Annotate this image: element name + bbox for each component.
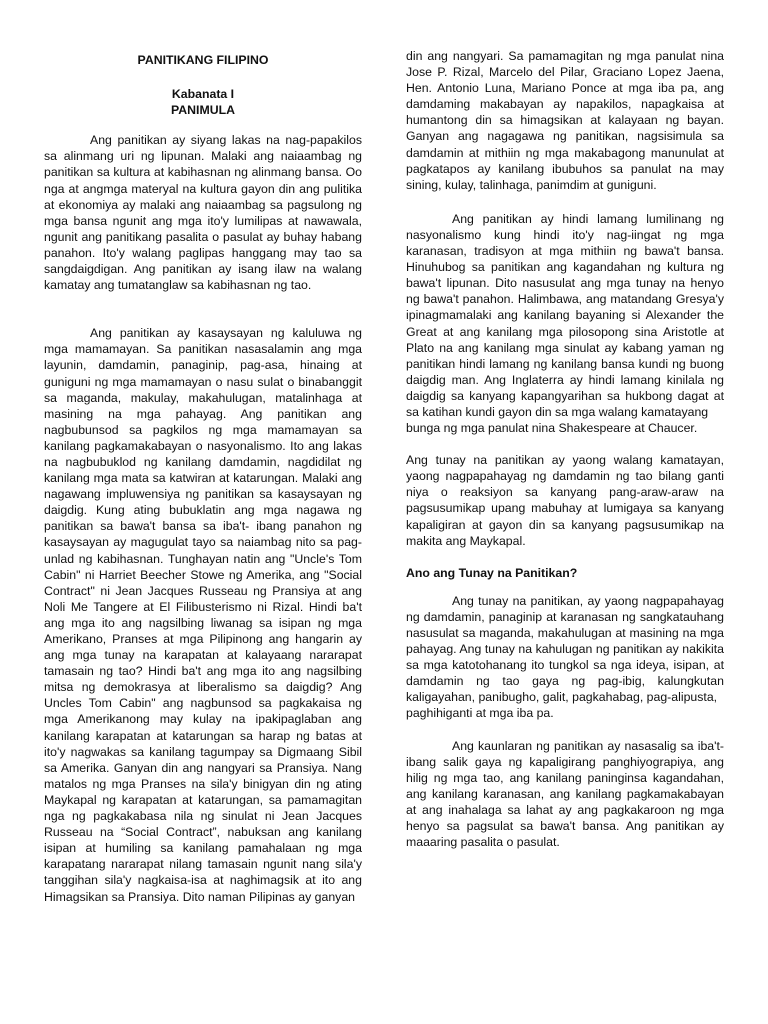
paragraph-kahulugan: Ang tunay na panitikan, ay yaong nagpapahayag ng damdamin, panaginip at karanasan ng sangkatauhang nasusulat sa maganda, makahulugan at masining na mga pahayag. Ang tunay na kahulugan ng panitikan ay nakikita sa mga katotohanang ito tungkol sa nga ideya, isipan, at damdamin ng tao gaya ng pag-ibig, kalungkutan kaligayahan, panibugho, galit, pagkahabag, pag-alipusta, xyxy=(406,593,724,705)
paragraph-kasaysayan: Ang panitikan ay kasaysayan ng kaluluwa ng mga mamamayan. Sa panitikan nasasalamin ang mga layunin, damdamin, panaginip, pag-asa, hinaing at guniguni ng mga mamamayan o nasu sulat o binabanggit sa maganda, makulay, makahulugan, matalinhaga at masining na mga pahayag. Ang panitikan ang nagbubunsod sa pagkilos ng mga mamamayan sa kanilang pagkamakabayan o nasyonalismo. Ito ang lakas na nagbubuklod ng kanilang damdamin, nagdidilat ng kanilang mga mata sa katwiran at katarungan. Malaki ang nagawang impluwensiya ng panitikan sa kasaysayan ng daigdig. Kung ating bubuklatin ang mga nagawa ng panitikan sa bawa't bansa sa iba't- ibang panahon ng kasaysayan ay magugulat tayo sa naiambag nito sa pag-unlad ng kabihasnan. Tunghayan natin ang "Uncle's Tom Cabin" ni Harriet Beecher Stowe ng Amerika, ang "Social Contract" ni Jean Jacques Russeau ng Pransiya at ang Noli Me Tangere at El Filibusterismo ni Rizal. Hindi ba't ang mga ito ang nagsilbing liwanag sa isipan ng mga Amerikano, Pranses at mga Pilipinong ang hangarin ay ang mga tunay na karapatan at kalayaang nararapat tamasain ng tao? Hindi ba't ang mga ito ang nagsilbing mitsa ng demokrasya at liberalismo sa daigdig? Ang Uncles Tom Cabin" ang nagbunsod sa pagkakaisa ng mga Amerikanong may kulay na ipakipaglaban ang kanilang karapatan at katarungan sa harap ng batas at ito'y nagwakas sa kanilang tagumpay sa Digmaang Sibil sa Amerika. Ganyan din ang nangyari sa Pransiya. Nang matalos ng mga Pranses na sila'y binigyan din ng ating Maykapal ng karapatan at katarungan, sa pamamagitan nga ng pagkakabasa nila ng sinulat ni Jean Jacques Russeau na “Social Contract”, nabuksan ang kanilang isipan at humiling sa kanilang pamahalaan ng mga karapatang nararapat nilang tamasain ngunit nang sila'y tanggihan sila'y nagkaisa-isa at naghimagsik at ito ang Himagsikan sa Pransiya. Dito naman Pilipinas ay ganyan xyxy=(44,326,362,904)
document-title: PANITIKANG FILIPINO xyxy=(137,53,269,67)
paragraph-intro: Ang panitikan ay siyang lakas na nag-papakilos sa alinmang uri ng lipunan. Malaki ang naiaambag ng panitikan sa kultura at kabihasnan ng alinmang bansa. Oo nga at angmga materyal na kultura gayon din ang pulitika at ekonomiya ay malaki ang naiaambag sa pagsulong ng mga bansa ngunit ang mga ito'y lumilipas at nawawala, ngunit ang panitikang pasalita o pasulat ay buhay habang panahon. Ito'y walang paglipas hanggang may tao sa sangdaigdigan. Ang panitikan ay isang ilaw na walang kamatay ang tumatanglaw sa kabihasnan ng tao. xyxy=(44,133,362,293)
paragraph-continuation: din ang nangyari. Sa pamamagitan ng mga panulat nina Jose P. Rizal, Marcelo del Pilar, Graciano Lopez Jaena, Hen. Antonio Luna, Mariano Ponce at mga iba pa, ang damdaming makabayan ay napakilos, napagkaisa at humantong din sa himagsikan at kalayaan ng bayan. Ganyan ang nagagawa ng panitikan, nagsisimula sa damdamin at mithiin ng mga makabagong manunulat at pagkatapos ay kanilang ibubuhos sa panulat na may sining, kulay, talinhaga, panimdim at guniguni. xyxy=(406,49,724,192)
paragraph-nasyonalismo: Ang panitikan ay hindi lamang lumilinang ng nasyonalismo kung hindi ito'y nag-iingat ng mga karanasan, tradisyon at mga mithiin ng bawa't bansa. Hinuhubog sa panitikan ang kagandahan ng kultura ng bawa't lipunan. Dito nasusulat ang mga tunay na henyo ng bawa't panahon. Halimbawa, ang matandang Gresya'y ipinagmamalaki ang kanilang bayaning si Alexander the Great at ang kanilang mga pilosopong sina Aristotle at Plato na ang kanilang mga sinulat ay kabang yaman ng panitikan hindi lamang ng kanilang bansa kundi ng buong daigdig man. Ang Inglaterra ay hindi lamang kinilala ng daigdig sa kanyang kapangyarihan sa hukbong dagat at sa katihan kundi gayon din sa mga walang kamatayang xyxy=(406,211,724,419)
paragraph-gap xyxy=(44,309,362,325)
paragraph-nasyonalismo-last-line: bunga ng mga panulat nina Shakespeare at Chaucer. xyxy=(406,421,698,436)
chapter-title: PANIMULA xyxy=(171,103,235,118)
section-heading: Ano ang Tunay na Panitikan? xyxy=(406,565,578,580)
left-column xyxy=(44,52,362,905)
right-column xyxy=(406,48,724,866)
paragraph-tunay-na-panitikan: Ang tunay na panitikan ay yaong walang kamatayan, yaong nagpapahayag ng damdamin ng tao bilang ganti niya o reaksiyon sa kanyang pang-araw-araw na pagsusumikap upang mabuhay at lumigaya sa kanyang kapaligiran at gayon din sa kanyang pagsusumikap na makita ang Maykapal. xyxy=(406,453,724,548)
paragraph-kaunlaran: Ang kaunlaran ng panitikan ay nasasalig sa iba't-ibang salik gaya ng kapaligirang panghiyograpiya, ang hilig ng mga tao, ang kanilang paninginsa kagandahan, ang kanilang karanasan, ang kanilang pagkamakabayan at ang inahalaga sa lahat ay ang pagkakaroon ng mga henyo sa pagsulat sa bawa't bansa. Ang panitikan ay maaaring pasalita o pasulat. xyxy=(406,738,724,850)
paragraph-kahulugan-last-line: paghihiganti at mga iba pa. xyxy=(406,706,554,721)
chapter-number: Kabanata I xyxy=(171,87,235,102)
